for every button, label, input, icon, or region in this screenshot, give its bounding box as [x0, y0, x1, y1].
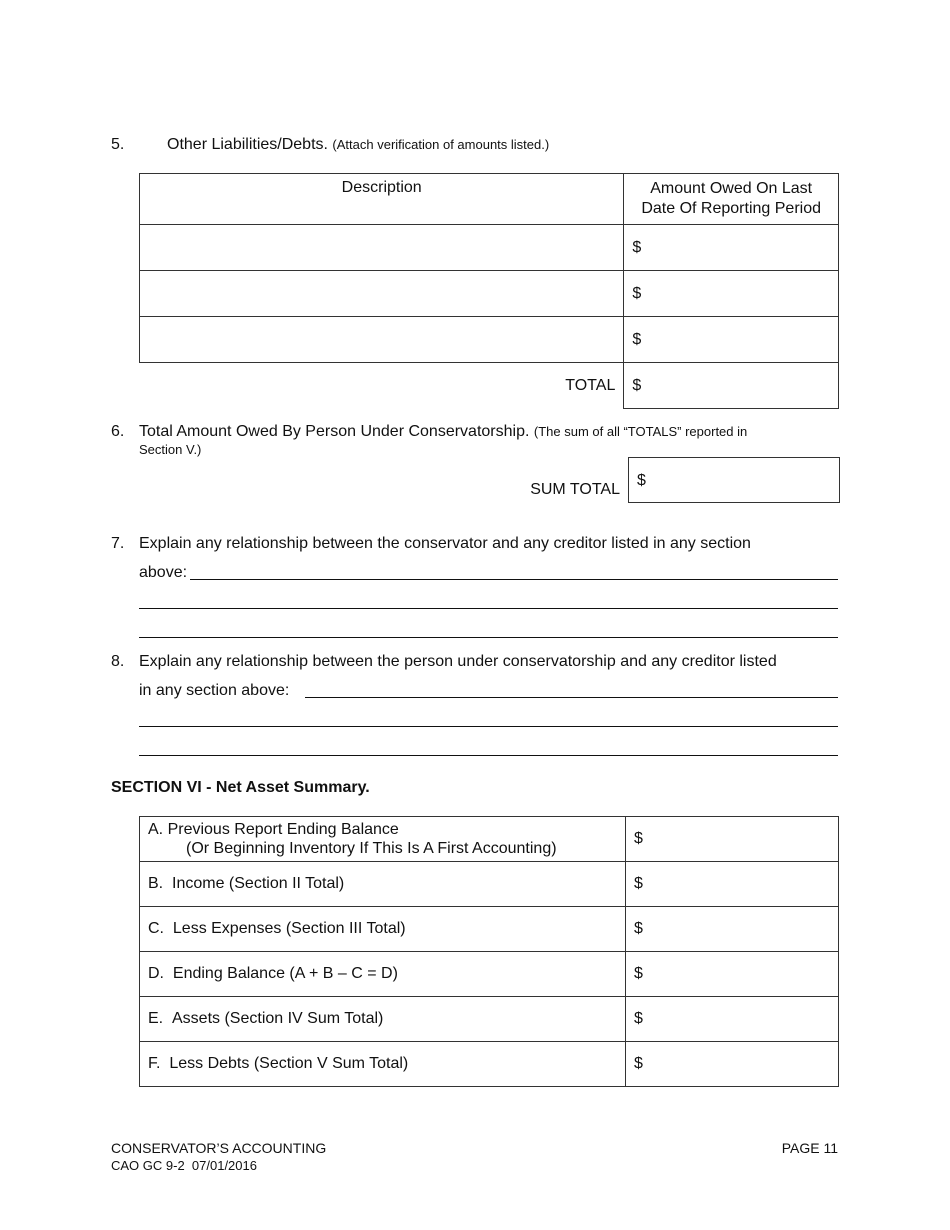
summary-row — [140, 817, 839, 862]
sum-total-dollar: $ — [637, 472, 646, 489]
summary-row — [140, 907, 839, 952]
net-asset-summary-table — [139, 816, 839, 1087]
summary-row — [140, 952, 839, 997]
liability-description-field[interactable] — [140, 225, 624, 271]
liability-description-field[interactable] — [140, 271, 624, 317]
amount-header-line1: Amount Owed On Last — [650, 180, 813, 197]
summary-label: B. Income (Section II Total) — [140, 862, 626, 907]
item6-note: (The sum of all “TOTALS” reported in — [533, 424, 748, 439]
sum-total-field[interactable] — [628, 457, 840, 503]
footer-form-code: CAO GC 9-2 07/01/2016 — [111, 1158, 257, 1173]
section-vi-title: SECTION VI - Net Asset Summary. — [111, 779, 370, 796]
item6-number: 6. — [111, 423, 125, 440]
footer-form-title: CONSERVATOR’S ACCOUNTING — [111, 1140, 327, 1156]
liability-amount-field[interactable]: $ — [624, 317, 839, 363]
item5-heading — [167, 136, 549, 154]
summary-label: D. Ending Balance (A + B – C = D) — [140, 952, 626, 997]
item8-text: Explain any relationship between the person under conservatorship and any creditor listed — [139, 653, 777, 670]
liabilities-table — [139, 173, 839, 409]
liability-amount-field[interactable]: $ — [624, 271, 839, 317]
summary-row — [140, 862, 839, 907]
summary-row — [140, 1042, 839, 1087]
summary-amount-field[interactable]: $ — [626, 952, 839, 997]
amount-header — [624, 174, 839, 225]
item7-number: 7. — [111, 535, 125, 552]
summary-label-main: A. Previous Report Ending Balance — [148, 821, 399, 838]
summary-label: F. Less Debts (Section V Sum Total) — [140, 1042, 626, 1087]
item7-answer-line-2[interactable] — [139, 608, 838, 609]
item7-text: Explain any relationship between the conservator and any creditor listed in any section — [139, 535, 751, 552]
liability-description-field[interactable] — [140, 317, 624, 363]
item7-text-continued: above: — [139, 564, 188, 581]
liability-row — [140, 271, 839, 317]
item5-title: Other Liabilities/Debts. — [167, 136, 328, 153]
summary-label: E. Assets (Section IV Sum Total) — [140, 997, 626, 1042]
item8-number: 8. — [111, 653, 125, 670]
summary-amount-field[interactable]: $ — [626, 997, 839, 1042]
total-label: TOTAL — [140, 363, 624, 409]
item6-note-continued: Section V.) — [139, 442, 202, 457]
item6-heading — [139, 423, 747, 441]
total-amount-field[interactable]: $ — [624, 363, 839, 409]
liability-row — [140, 317, 839, 363]
liabilities-header-row — [140, 174, 839, 225]
item8-answer-line-3[interactable] — [139, 755, 838, 756]
summary-row — [140, 997, 839, 1042]
item5-number: 5. — [111, 136, 125, 153]
item8-answer-line-1[interactable] — [305, 697, 838, 698]
liability-row — [140, 225, 839, 271]
item8-answer-line-2[interactable] — [139, 726, 838, 727]
sum-total-label: SUM TOTAL — [530, 481, 620, 498]
summary-amount-field[interactable]: $ — [626, 907, 839, 952]
item8-text-continued: in any section above: — [139, 682, 290, 699]
liabilities-total-row — [140, 363, 839, 409]
summary-label: C. Less Expenses (Section III Total) — [140, 907, 626, 952]
footer-page-number: PAGE 11 — [781, 1140, 838, 1156]
amount-header-line2: Date Of Reporting Period — [641, 200, 821, 217]
item7-answer-line-1[interactable] — [190, 579, 838, 580]
item5-note: (Attach verification of amounts listed.) — [332, 137, 550, 152]
liability-amount-field[interactable]: $ — [624, 225, 839, 271]
item7-answer-line-3[interactable] — [139, 637, 838, 638]
summary-amount-field[interactable]: $ — [626, 862, 839, 907]
summary-amount-field[interactable]: $ — [626, 817, 839, 862]
summary-amount-field[interactable]: $ — [626, 1042, 839, 1087]
summary-label — [140, 817, 626, 862]
summary-label-sub: (Or Beginning Inventory If This Is A First Accounting) — [186, 840, 557, 857]
description-header: Description — [140, 174, 624, 225]
item6-title: Total Amount Owed By Person Under Conservatorship. — [139, 423, 530, 440]
